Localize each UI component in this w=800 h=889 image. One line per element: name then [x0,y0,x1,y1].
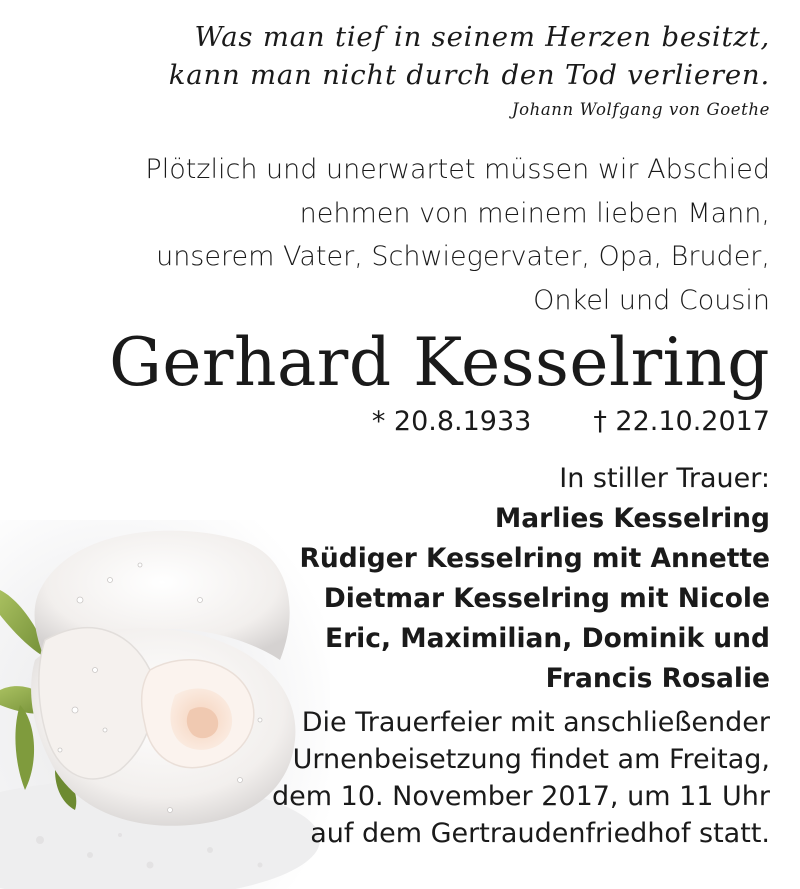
funeral-service-info [272,704,770,852]
intro-line: nehmen von meinem lieben Mann, [299,197,770,229]
intro-line: unserem Vater, Schwiegervater, Opa, Bruder, [156,241,770,272]
service-line: Die Trauerfeier mit anschließender [301,707,770,738]
mourner-line: Francis Rosalie [545,663,770,694]
intro-line: Plötzlich und unerwartet müssen wir Abschied [145,154,770,185]
mourner-line: Rüdiger Kesselring mit Annette [299,543,770,574]
deceased-name: Gerhard Kesselring [109,324,770,401]
birth-date: * 20.8.1933 [371,406,532,437]
death-date: † 22.10.2017 [593,406,770,437]
mourning-heading: In stiller Trauer: [559,463,770,494]
quote-line: Was man tief in seinem Herzen besitzt, [194,21,770,53]
mourner-list [299,499,770,699]
service-line: Urnenbeisetzung findet am Freitag, [292,744,770,775]
service-line: dem 10. November 2017, um 11 Uhr [272,781,770,812]
mourner-line: Marlies Kesselring [494,503,770,534]
quote-line: kann man nicht durch den Tod verlieren. [168,59,770,91]
intro-line: Onkel und Cousin [533,284,770,316]
mourner-line: Eric, Maximilian, Dominik und [325,623,770,654]
mourner-line: Dietmar Kesselring mit Nicole [323,583,770,614]
quote-author: Johann Wolfgang von Goethe [511,100,770,119]
intro-text [145,148,770,322]
goethe-quote [70,18,770,94]
service-line: auf dem Gertraudenfriedhof statt. [310,818,770,849]
life-dates [372,402,770,442]
